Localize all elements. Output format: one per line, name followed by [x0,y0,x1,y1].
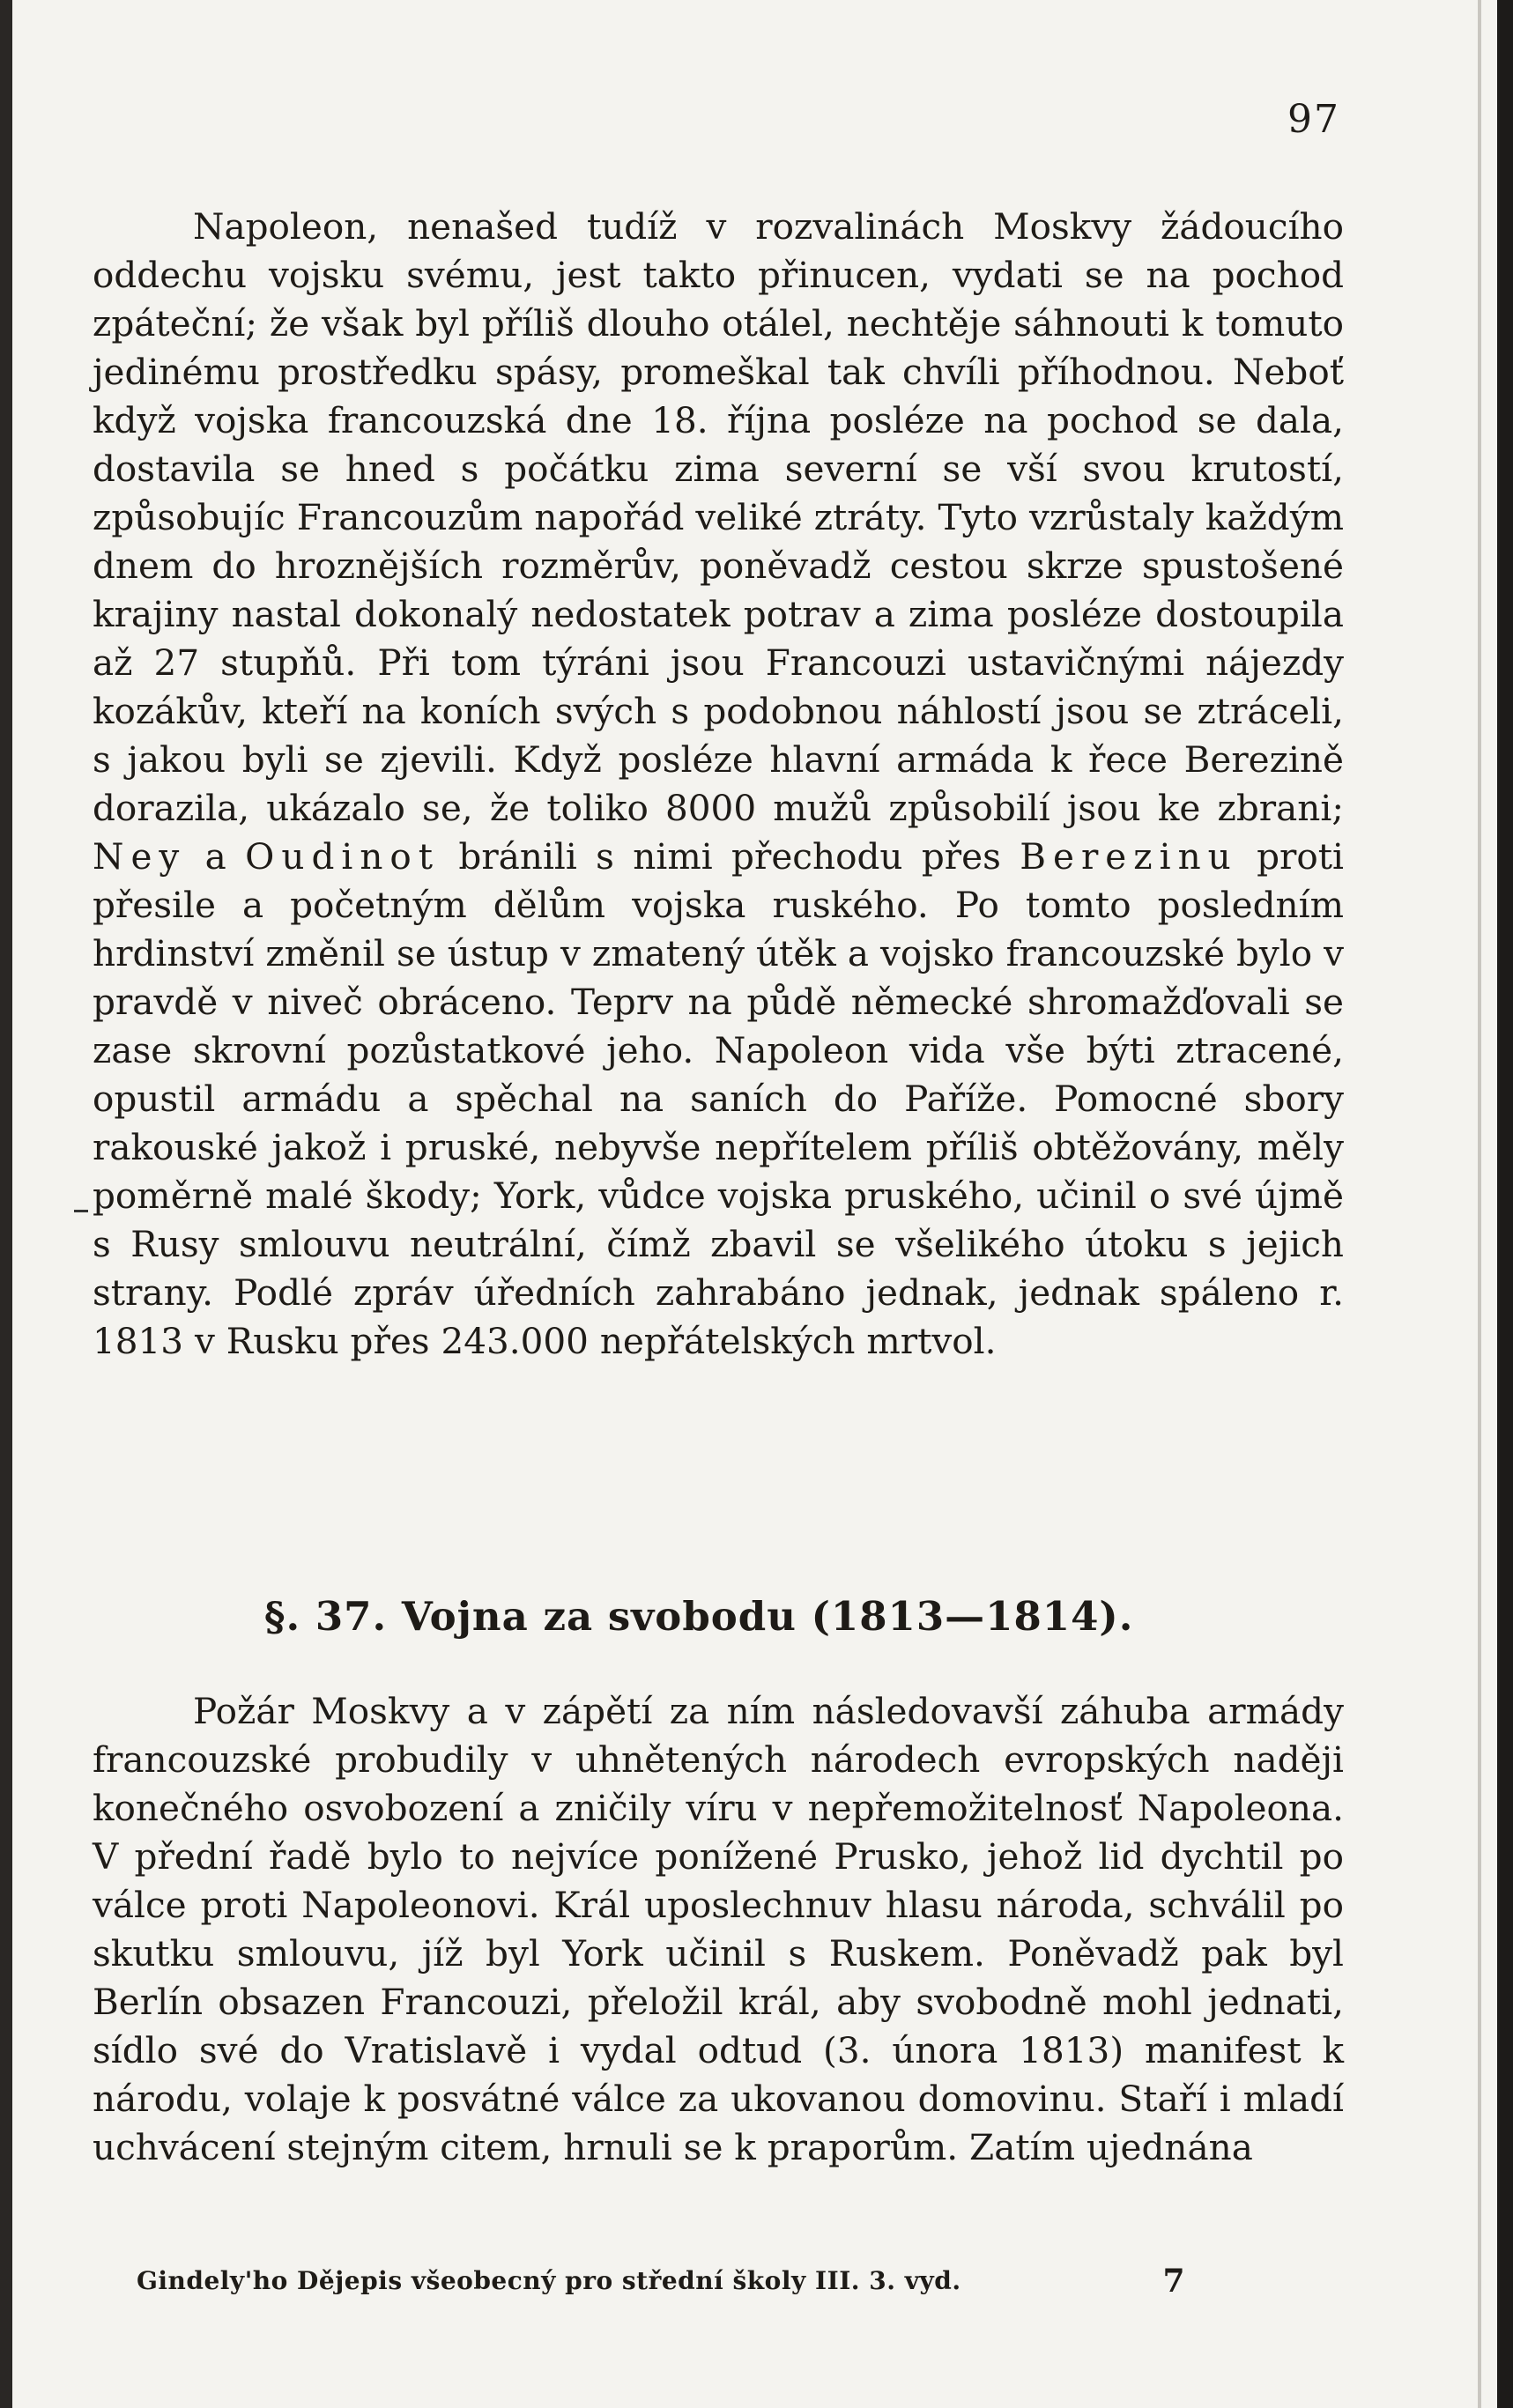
footer-imprint: Gindely'ho Dějepis všeobecný pro střední školy III. 3. vyd. [137,2266,961,2295]
paragraph-2: Požár Moskvy a v zápětí za ním následovavší záhuba armády francouzské probudily v uhnětených národech evropských naději konečného osvobození a zničily víru v nepřemožitelnosť Napoleona. V přední řadě bylo to nejvíce ponížené Prusko, jehož lid dychtil po válce proti Napoleonovi. Král uposlechnuv hlasu národa, schválil po skutku smlouvu, jíž byl York učinil s Ruskem. Poněvadž pak byl Berlín obsazen Francouzi, přeložil král, aby svobodně mohl jednati, sídlo své do Vratislavě i vydal odtud (3. února 1813) manifest k národu, volaje k posvátné válce za ukovanou domovinu. Staří i mladí uchvácení stejným citem, hrnuli se k praporům. Zatím ujednána [93,1690,1344,2168]
paragraph-1-text-b: a [186,835,246,878]
name-ney: Ney [93,835,187,878]
scan-left-edge [0,0,12,2408]
name-berezinu: Berezinu [1020,835,1238,878]
paragraph-1-text-a: Napoleon, nenašed tudíž v rozvalinách Moskvy žádoucího oddechu vojsku svému, jest takto přinucen, vydati se na pochod zpáteční; že však byl příliš dlouho otálel, nechtěje sáhnouti k tomuto jedinému prostředku spásy, promeškal tak chvíli příhodnou. Neboť když vojska francouzská dne 18. října posléze na pochod se dala, dostavila se hned s počátku zima severní se vší svou krutostí, způsobujíc Francouzům napořád veliké ztráty. Tyto vzrůstaly každým dnem do hroznějších rozměrův, poněvadž cestou skrze spustošené krajiny nastal dokonalý nedostatek potrav a zima posléze dostoupila až 27 stupňů. Při tom týráni jsou Francouzi ustavičnými nájezdy kozákův, kteří na koních svých s podobnou náhlostí jsou se ztráceli, s jakou byli se zjevili. Když posléze hlavní armáda k řece Berezině dorazila, ukázalo se, že toliko 8000 mužů způsobilí jsou ke zbrani; [93,205,1344,829]
footer [137,2263,1185,2300]
scan-right-line [1478,0,1481,2408]
paragraph-1-text-d: proti přesile a početným dělům vojska ruského. Po tomto posledním hrdinství změnil se ústup v zmatený útěk a vojsko francouzské bylo v pravdě v niveč obráceno. Teprv na půdě německé shromažďovali se zase skrovní pozůstatkové jeho. Napoleon vida vše býti ztracené, opustil armádu a spěchal na saních do Paříže. Pomocné sbory rakouské jakož i pruské, nebyvše nepřítelem příliš obtěžovány, měly poměrně malé škody; York, vůdce vojska pruského, učinil o své újmě s Rusy smlouvu neutrální, čímž zbavil se všelikého útoku s jejich strany. Podlé zpráv úředních zahrabáno jednak, jednak spáleno r. 1813 v Rusku přes 243.000 nepřátelských mrtvol. [93,835,1344,1362]
margin-mark [74,1210,88,1212]
signature-mark: 7 [1162,2263,1185,2300]
paragraph-1-text-c: bránili s nimi přechodu přes [440,835,1020,878]
paragraph-1 [93,203,1344,1366]
name-oudinot: Oudinot [245,835,441,878]
page-number: 97 [1287,97,1340,142]
scan-right-edge [1497,0,1513,2408]
section-heading: §. 37. Vojna za svobodu (1813—1814). [264,1593,1134,1640]
